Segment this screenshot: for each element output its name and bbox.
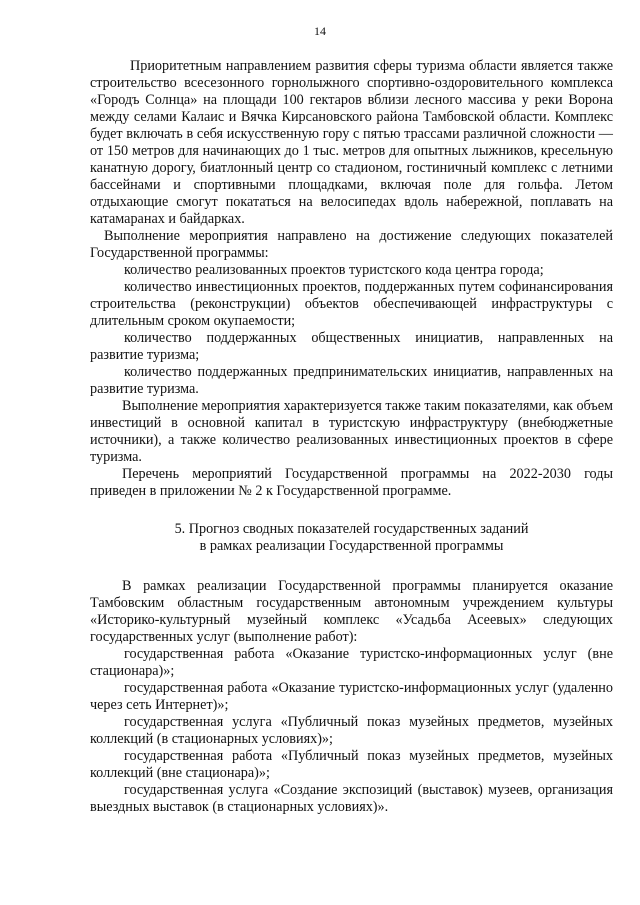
list-item-service: государственная услуга «Создание экспозиций (выставок) музеев, организация выездных выставок (в стационарных условиях)». [90,782,613,815]
document-body [90,58,613,816]
paragraph-activity-list-reference: Перечень мероприятий Государственной программы на 2022-2030 годы приведен в приложении № 2 к Государственной программе. [90,466,613,499]
list-item-service: государственная работа «Оказание туристско-информационных услуг (вне стационара)»; [90,646,613,679]
paragraph-activity-characteristics: Выполнение мероприятия характеризуется также таким показателями, как объем инвестиций в основной капитал в туристскую инфраструктуру (внебюджетные источники), а также количество реализованных инвестиционных проектов в сфере туризма. [90,398,614,465]
paragraph-indicators-intro: Выполнение мероприятия направлено на достижение следующих показателей Государственной программы: [90,228,613,261]
section-heading-line-2: в рамках реализации Государственной программы [199,538,504,554]
paragraph-resort-project: Приоритетным направлением развития сферы туризма области является также строительство всесезонного горнолыжного спортивно-оздоровительного комплекса «Городъ Солнца» на площади 100 гектаров вблизи лесного массива у реки Ворона между селами Калаис и Вячка Кирсановского района Тамбовской области. Комплекс будет включать в себя искусственную гору с пятью трассами различной сложности — от 150 метров для начинающих до 1 тыс. метров для опытных лыжников, кресельную канатную дорогу, биатлонный центр со стадионом, гостиничный комплекс с летними бассейнами и спортивными площадками, включая поле для гольфа. Летом отдыхающие смогут покататься на велосипедах вдоль набережной, поплавать на катамаранах и байдарках. [90,58,613,227]
page-number: 14 [314,24,326,38]
list-item-indicator: количество поддержанных предпринимательских инициатив, направленных на развитие туризма. [90,364,613,397]
list-item-indicator: количество инвестиционных проектов, поддержанных путем софинансирования строительства (реконструкции) объектов обеспечивающей инфраструктуры с длительным сроком окупаемости; [90,279,613,329]
list-item-indicator: количество поддержанных общественных инициатив, направленных на развитие туризма; [90,330,613,363]
list-item-service: государственная работа «Публичный показ музейных предметов, музейных коллекций (вне стационара)»; [90,748,613,781]
list-item-indicator: количество реализованных проектов туристского кода центра города; [124,262,544,278]
list-item-service: государственная услуга «Публичный показ музейных предметов, музейных коллекций (в стационарных условиях)»; [90,714,613,747]
list-item-service: государственная работа «Оказание туристско-информационных услуг (удаленно через сеть Интернет)»; [90,680,613,713]
section-heading [90,521,613,555]
section-heading-line-1: 5. Прогноз сводных показателей государственных заданий [174,521,529,537]
paragraph-services-intro: В рамках реализации Государственной программы планируется оказание Тамбовским областным государственным автономным учреждением культуры «Историко-культурный музейный комплекс «Усадьба Асеевых» следующих государственных услуг (выполнение работ): [90,578,613,645]
